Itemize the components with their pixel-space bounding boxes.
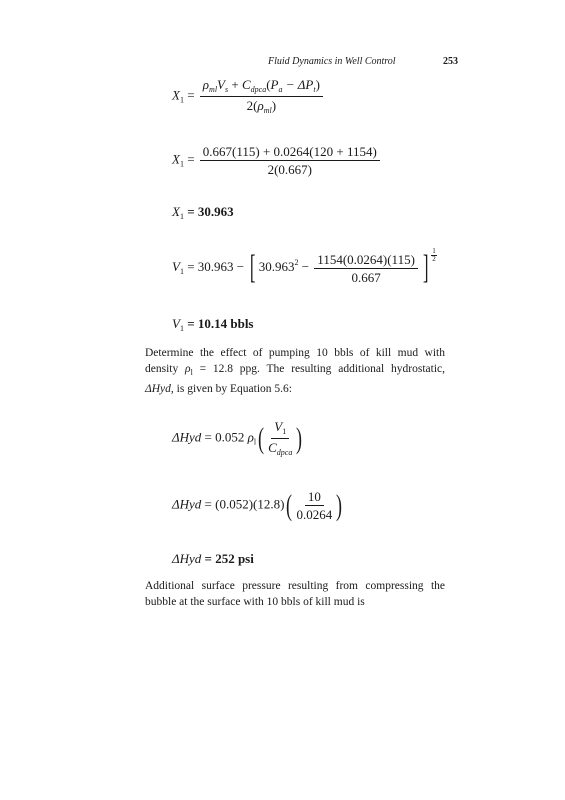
paragraph-kill-mud: Determine the effect of pumping 10 bbls of kill mud with density $\rho_l = 12.8$ ppg. The resulting additional hydrostatic, ΔHyd, is given by Equation 5.6: (145, 347, 445, 395)
fraction: $\frac{10}{0.0264}$ (296, 489, 333, 522)
fraction: $\frac{1154(0.0264)(115)}{0.667}$ (314, 253, 418, 284)
equation-delta-hyd-result: ΔHyd = 252 psi (172, 551, 254, 566)
exponent-fraction: $\frac{1}{2}$ (432, 247, 436, 263)
equation-x1-formula: $X_1$ = $\frac{\rho_{ml}V_s + C_{dpca}(P_a - \Delta P_t)}{2(\rho_{ml})}$ (172, 78, 325, 115)
page-header (268, 56, 458, 67)
paragraph-surface-pressure: Additional surface pressure resulting from compressing the bubble at the surface with 10 bbls of kill mud is (145, 580, 445, 608)
fraction: $\frac{\rho_{ml}V_s + C_{dpca}(P_a - \Delta P_t)}{2(\rho_{ml})}$ (200, 78, 323, 115)
page-number: 253 (443, 56, 458, 67)
equation-v1-result: $V_1 = 10.14$ bbls (172, 316, 254, 333)
equation-x1-substituted: $X_1$ = $\frac{0.667(115) + 0.0264(120 + 1154)}{2(0.667)}$ (172, 145, 382, 176)
equation-x1-result: $X_1 = 30.963$ (172, 204, 234, 221)
fraction: $\frac{V_1}{C_{dpca}}$ (268, 419, 293, 457)
equation-v1-substituted: $V_1 = 30.963$ − [ $30.963^2$ − $\frac{1154(0.0264)(115)}{0.667}$ ] $\frac{1}{2}$ (172, 247, 436, 287)
fraction: $\frac{0.667(115) + 0.0264(120 + 1154)}{2(0.667)}$ (200, 145, 380, 176)
equation-delta-hyd-formula: ΔHyd = 0.052 $\rho_l$( $\frac{V_1}{C_{dpca}}$ ) (172, 419, 303, 457)
running-title: Fluid Dynamics in Well Control (268, 56, 396, 67)
equation-delta-hyd-substituted: ΔHyd = (0.052)(12.8)( $\frac{10}{0.0264}$ ) (172, 488, 343, 522)
